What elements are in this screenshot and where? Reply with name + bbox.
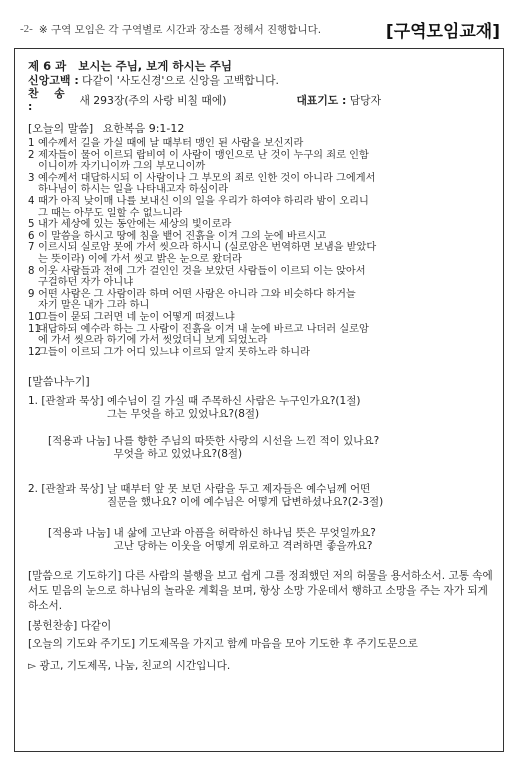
- verse-text-line: 이 말씀을 하시고 땅에 침을 뱉어 진흙을 이겨 그의 눈에 바르시고: [38, 230, 327, 242]
- application-2-label: [적용과 나눔]: [48, 526, 114, 539]
- verse-1: [28, 138, 494, 150]
- verse-5: [28, 219, 494, 231]
- application-2-line-2: 고난 당하는 이웃을 어떻게 위로하고 격려하면 좋을까요?: [113, 539, 373, 552]
- hymn-row: [28, 88, 494, 112]
- question-1: [28, 395, 494, 421]
- question-1-label: 1. [관찰과 묵상]: [28, 394, 107, 407]
- question-2-line-2: 질문을 했나요? 이에 예수님은 어떻게 답변하셨나요?(2-3절): [106, 495, 384, 508]
- verse-text-continuation: 이니이까 자기니이까 그의 부모니이까: [38, 161, 206, 173]
- application-1-line-2: 무엇을 하고 있었나요?(8절): [113, 447, 243, 460]
- verse-text-continuation: 그 때는 아무도 일할 수 없느니라: [38, 207, 183, 219]
- word-reference: 요한복음 9:1-12: [102, 121, 185, 135]
- confession-row: [28, 75, 494, 87]
- verse-text: [38, 324, 494, 347]
- verse-number: 10: [28, 311, 41, 323]
- verse-text: [38, 347, 494, 359]
- verse-number: 9: [28, 288, 35, 300]
- lords-prayer-label: [오늘의 기도와 주기도]: [28, 637, 136, 650]
- closing-prayer-text: 다른 사람의 불행을 보고 쉽게 그를 정죄했던 저의 허물을 용서하소서. 고통 속에서도 믿음의 눈으로 하나님의 놀라운 계획을 보며, 항상 소망 가운데서 행하고 소망을 주는 자가 되게 하소서.: [28, 569, 493, 612]
- verse-text: [38, 312, 494, 324]
- verse-text-line: 이웃 사람들과 전에 그가 걸인인 것을 보았던 사람들이 이르되 이는 앉아서: [38, 265, 366, 277]
- verse-text: [38, 242, 494, 265]
- verse-text-line: 어떤 사람은 그 사람이라 하며 어떤 사람은 아니라 그와 비슷하다 하거늘: [38, 288, 356, 300]
- hymn-text: 새 293장(주의 사랑 비칠 때에): [79, 93, 227, 107]
- lead-prayer: [297, 95, 382, 107]
- header-notice: ※ 구역 모임은 각 구역별로 시간과 장소를 정해서 진행합니다.: [38, 23, 322, 36]
- page-header: [20, 14, 500, 44]
- lesson-heading: [28, 60, 494, 72]
- lesson-number: 제 6 과: [28, 59, 67, 73]
- application-2-line-1: 내 삶에 고난과 아픔을 허락하신 하나님 뜻은 무엇일까요?: [113, 526, 376, 539]
- verse-text: [38, 138, 494, 150]
- verse-6: [28, 231, 494, 243]
- verse-12: [28, 347, 494, 359]
- document-title: [구역모임교재]: [385, 21, 500, 42]
- sharing-label: [말씀나누기]: [28, 375, 90, 389]
- verse-text-line: 그들이 이르되 그가 어디 있느냐 이르되 알지 못하노라 하니라: [38, 346, 310, 358]
- verse-number: 1: [28, 138, 35, 150]
- verse-number: 8: [28, 265, 35, 277]
- verse-list: [28, 138, 494, 358]
- application-1-label: [적용과 나눔]: [48, 434, 114, 447]
- verse-text-line: 그들이 묻되 그러면 네 눈이 어떻게 떠졌느냐: [38, 311, 235, 323]
- verse-text-line: 예수께서 길을 가실 때에 날 때부터 맹인 된 사람을 보신지라: [38, 138, 304, 150]
- lead-prayer-label: 대표기도 :: [296, 93, 347, 107]
- verse-text-continuation: 에 가서 씻으라 하기에 가서 씻었더니 보게 되었노라: [38, 335, 268, 347]
- verse-text-continuation: 는 뜻이라) 이에 가서 씻고 밝은 눈으로 왔더라: [38, 253, 242, 265]
- verse-number: 7: [28, 242, 35, 254]
- question-2-label: 2. [관찰과 묵상]: [28, 482, 107, 495]
- verse-number: 11: [28, 323, 41, 335]
- question-1-line-1: 예수님이 길 가실 때 주목하신 사람은 누구인가요?(1절): [106, 394, 361, 407]
- verse-10: [28, 312, 494, 324]
- verse-text: [38, 231, 494, 243]
- verse-number: 4: [28, 195, 35, 207]
- verse-text-line: 이르시되 실로암 못에 가서 씻으라 하시니 (실로암은 번역하면 보냄을 받았다: [38, 242, 377, 254]
- verse-2: [28, 150, 494, 173]
- verse-number: 3: [28, 172, 35, 184]
- verse-text-line: 제자들이 물어 이르되 랍비여 이 사람이 맹인으로 난 것이 누구의 죄로 인함: [38, 149, 369, 161]
- verse-4: [28, 196, 494, 219]
- application-2: [28, 527, 494, 553]
- verse-text: [38, 219, 494, 231]
- confession-text: 다같이 '사도신경'으로 신앙을 고백합니다.: [82, 74, 279, 88]
- offering-hymn-label: [봉헌찬송]: [28, 619, 78, 632]
- page-number: -2-: [20, 23, 33, 35]
- verse-text-line: 대답하되 예수라 하는 그 사람이 진흙을 이겨 내 눈에 바르고 나더러 실로암: [38, 323, 369, 335]
- verse-text: [38, 173, 494, 196]
- verse-8: [28, 266, 494, 289]
- verse-text-continuation: 하나님이 하시는 일을 나타내고자 하심이라: [38, 184, 229, 196]
- closing-prayer: [28, 569, 494, 614]
- question-1-line-2: 그는 무엇을 하고 있었나요?(8절): [106, 407, 260, 420]
- verse-text-line: 때가 아직 낮이매 나를 보내신 이의 일을 우리가 하여야 하리라 밤이 오리니: [38, 195, 369, 207]
- verse-number: 5: [28, 219, 35, 231]
- announcement: ▻ 광고, 기도제목, 나눔, 친교의 시간입니다.: [28, 659, 231, 672]
- verse-text-continuation: 구걸하던 자가 아니냐: [38, 277, 134, 289]
- question-2: [28, 483, 494, 509]
- verse-7: [28, 242, 494, 265]
- lesson-title: 보시는 주님, 보게 하시는 주님: [78, 59, 232, 73]
- application-1: [28, 435, 494, 461]
- verse-text: [38, 266, 494, 289]
- closing-prayer-label: [말씀으로 기도하기]: [28, 569, 122, 582]
- word-heading: [28, 123, 494, 135]
- verse-text-continuation: 자기 말은 내가 그라 하니: [38, 300, 150, 312]
- verse-text: [38, 289, 494, 312]
- verse-text-line: 예수께서 대답하시되 이 사람이나 그 부모의 죄로 인한 것이 아니라 그에게서: [38, 172, 376, 184]
- verse-11: [28, 324, 494, 347]
- verse-number: 12: [28, 346, 41, 358]
- verse-text: [38, 150, 494, 173]
- offering-hymn: [28, 620, 494, 632]
- verse-number: 2: [28, 149, 35, 161]
- verse-number: 6: [28, 230, 35, 242]
- question-2-line-1: 날 때부터 앞 못 보던 사람을 두고 제자들은 예수님께 어떤: [106, 482, 371, 495]
- application-1-line-1: 나를 향한 주님의 따뜻한 사랑의 시선을 느낀 적이 있나요?: [113, 434, 380, 447]
- verse-text-line: 내가 세상에 있는 동안에는 세상의 빛이로라: [38, 219, 232, 231]
- offering-hymn-text: 다같이: [80, 619, 112, 632]
- verse-9: [28, 289, 494, 312]
- lords-prayer-text: 기도제목을 가지고 함께 마음을 모아 기도한 후 주기도문으로: [138, 637, 418, 650]
- lead-prayer-text: 담당자: [349, 93, 382, 107]
- lords-prayer: [28, 638, 494, 650]
- confession-label: 신앙고백 :: [28, 74, 79, 88]
- verse-3: [28, 173, 494, 196]
- lesson-content: [28, 60, 494, 672]
- verse-text: [38, 196, 494, 219]
- hymn-label: 찬 송 :: [28, 87, 71, 113]
- word-label: [오늘의 말씀]: [28, 121, 94, 135]
